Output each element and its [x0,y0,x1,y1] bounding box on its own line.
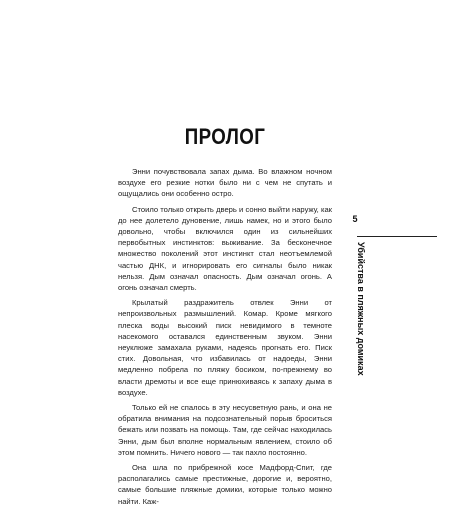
margin-rule [357,236,437,237]
body-text [118,166,332,507]
running-title: Убийства в пляжных домиках [356,242,366,376]
paragraph: Крылатый раздражитель отвлек Энни от непроизвольных размышлений. Комар. Кроме мягкого плеска воды высокий писк невидимого в темноте насекомого оставался единственным звуком. Энни неуклюже замахала руками, надеясь прогнать его. Писк стих. Довольная, что избавилась от надоеды, Энни медленно побрела по пляжу босиком, по-прежнему во власти дремоты и все еще принюхиваясь к запаху дыма в воздухе. [118,298,332,397]
paragraph: Стоило только открыть дверь и сонно выйти наружу, как до нее долетело дуновение, лишь намек, но и этого было довольно, чтобы включился один из сильнейших первобытных инстинктов: выживание. За бесконечное множество поколений этот инстинкт стал неотъемлемой частью ДНК, и игнорировать его сигналы было никак нельзя. Дым означал опасность. Дым означал огонь. А огонь означал смерть. [118,204,332,293]
paragraph: Она шла по прибрежной косе Мадфорд-Спит, где располагались самые престижные, дорогие и, вероятно, самые большие пляжные домики, которые только можно найти. Каж- [118,463,332,506]
chapter-title: ПРОЛОГ [184,124,266,149]
paragraph: Энни почувствовала запах дыма. Во влажном ночном воздухе его резкие нотки было ни с чем не спутать и ощущались они особенно остро. [118,167,332,199]
page-number: 5 [352,214,358,224]
paragraph: Только ей не спалось в эту несусветную рань, и она не обратила внимания на подсознательный порыв броситься бежать или позвать на помощь. Там, где сейчас находилась Энни, дым был вполне нормальным явлением, стоило об этом помнить. Ничего нового — так пахло постоянно. [118,403,332,457]
